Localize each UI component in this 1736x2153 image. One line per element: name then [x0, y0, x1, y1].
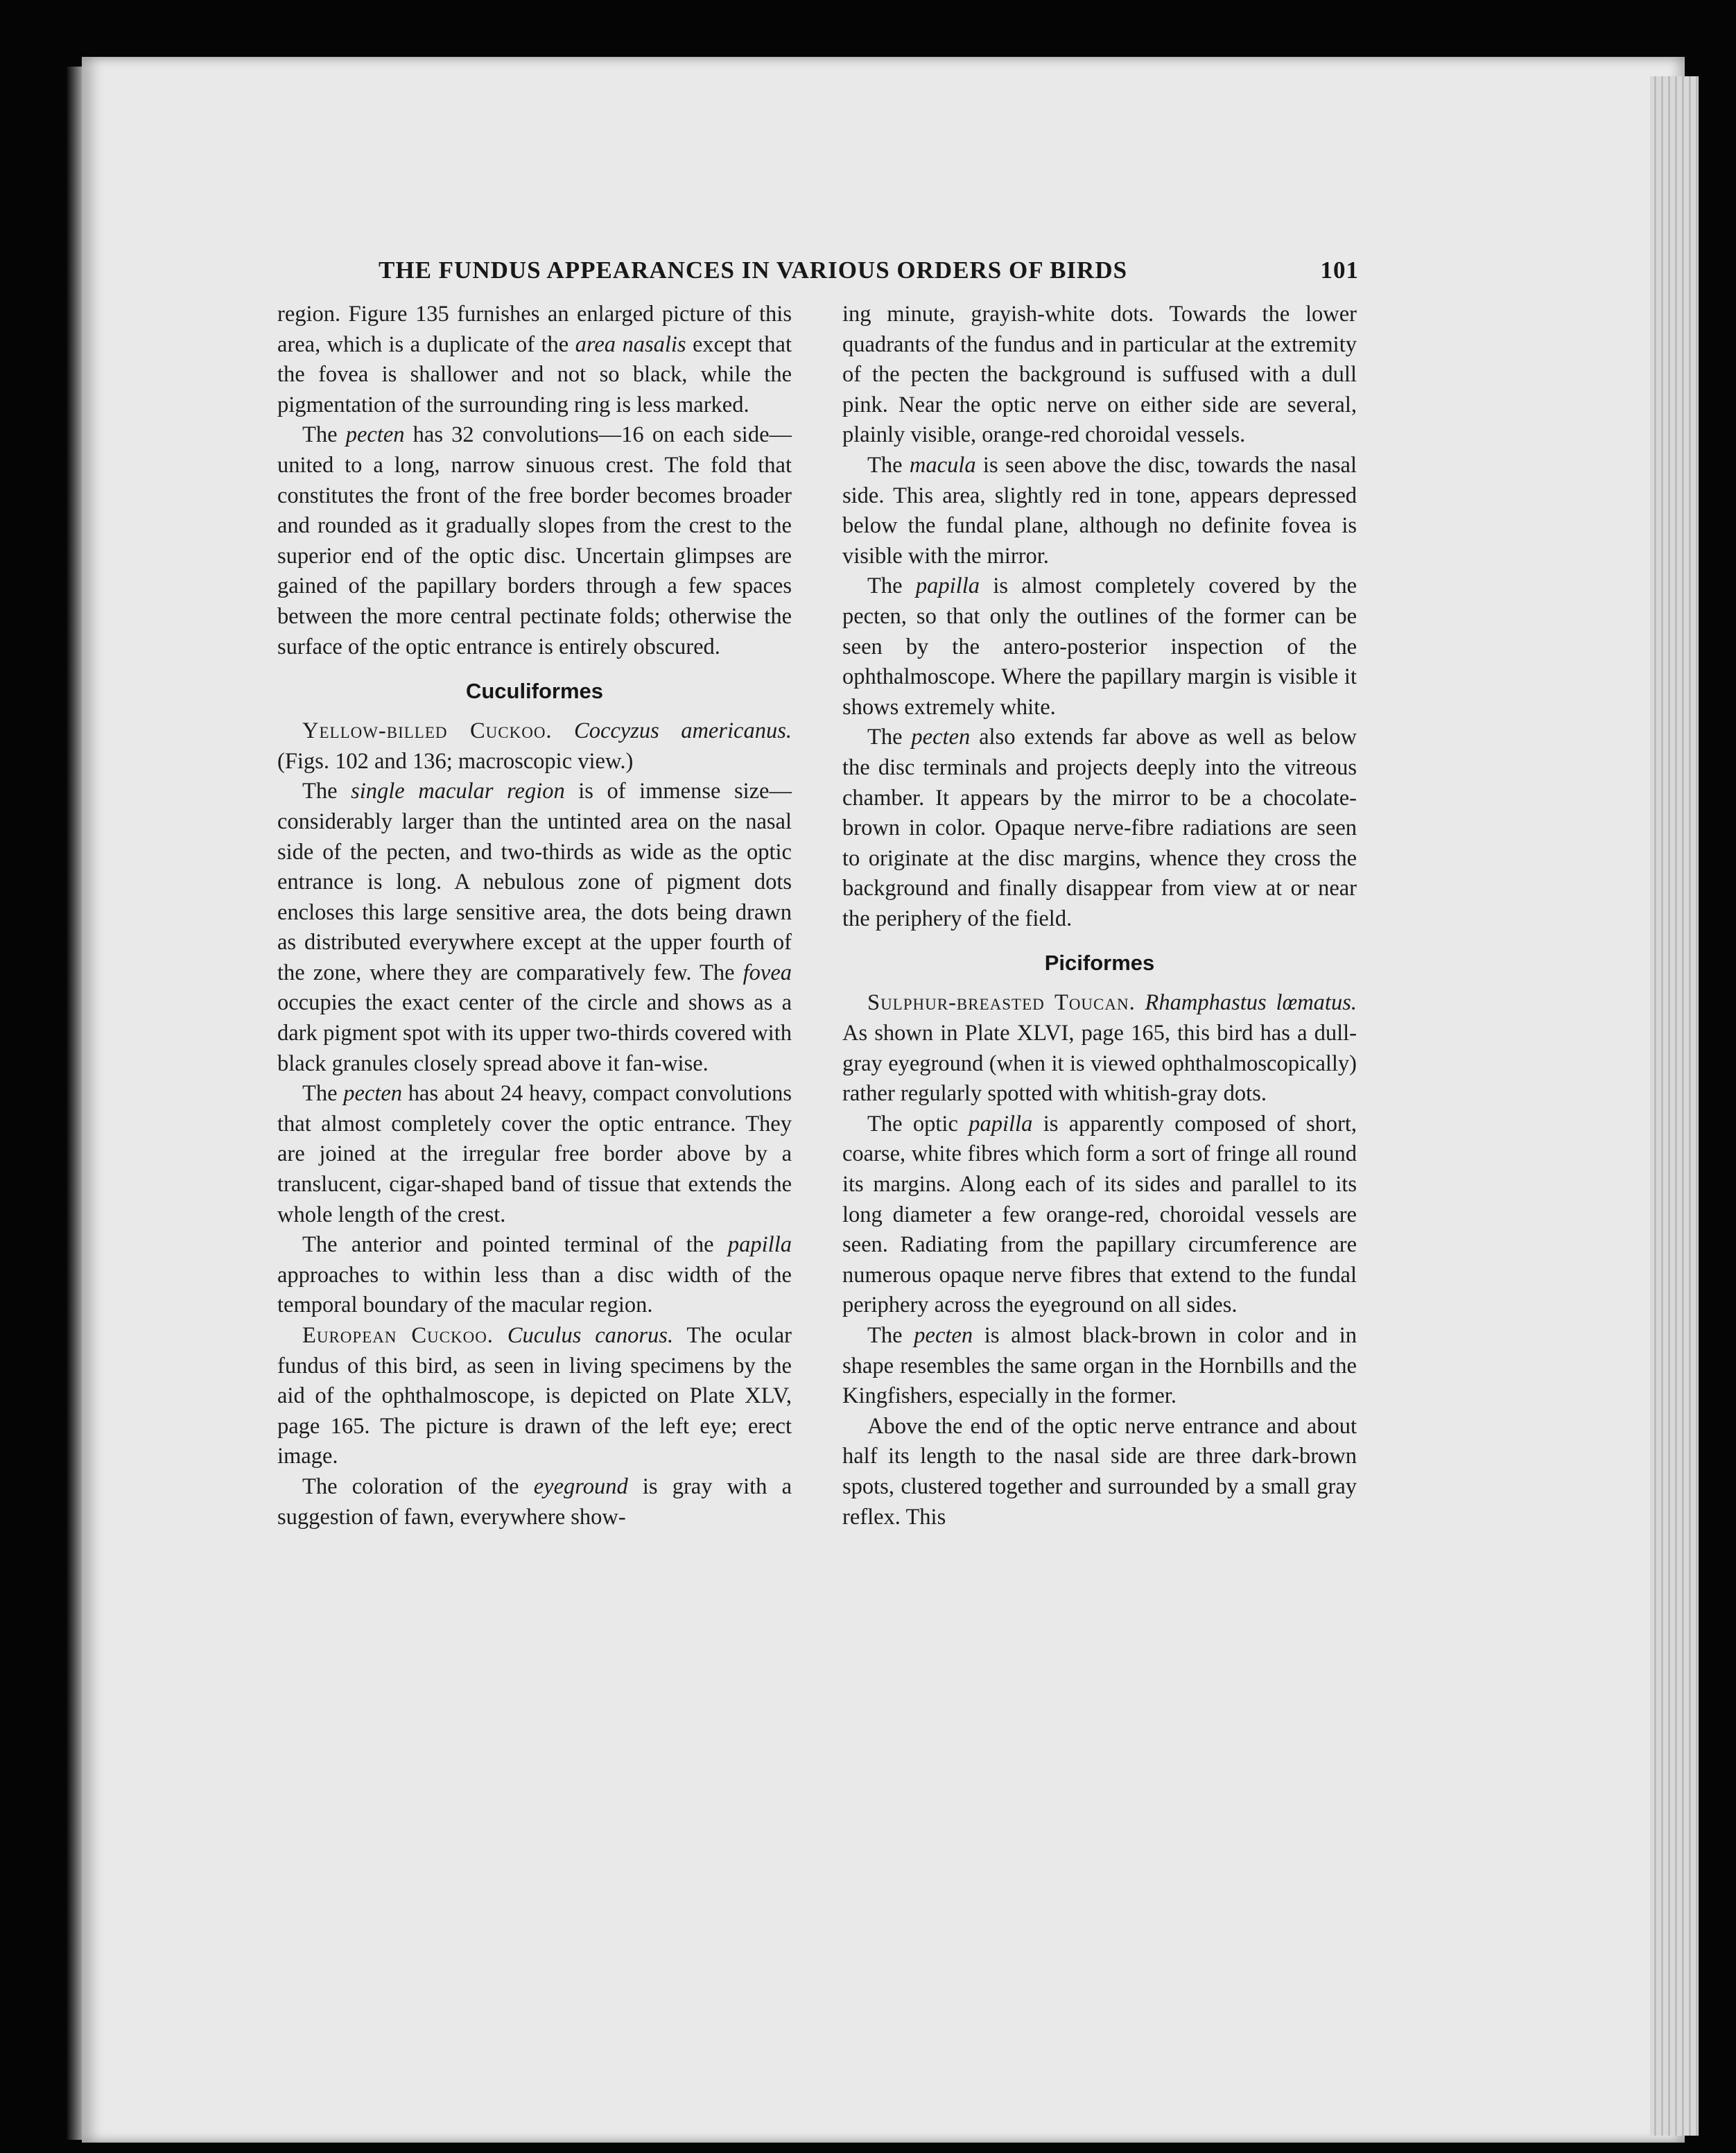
right-column — [842, 300, 1357, 1532]
paragraph: Yellow-billed Cuckoo. Coccyzus americanus. (Figs. 102 and 136; macroscopic view.) — [277, 718, 792, 774]
paragraph: The pecten has 32 convolutions—16 on each side—united to a long, narrow sinuous crest. The fold that constitutes the front of the free border becomes broader and rounded as it gradually slopes from the crest to the superior end of the optic disc. Uncertain glimpses are gained of the papillary borders through a few spaces between the more central pectinate folds; otherwise the surface of the optic entrance is entirely obscured. — [277, 422, 792, 659]
paragraph: ing minute, grayish-white dots. Towards the lower quadrants of the fundus and in particular at the extremity of the pecten the background is suffused with a dull pink. Near the optic nerve on either side are several, plainly visible, orange-red choroidal vessels. — [842, 302, 1357, 448]
running-head-title: THE FUNDUS APPEARANCES IN VARIOUS ORDERS OF BIRDS — [379, 257, 1128, 284]
paragraph: The anterior and pointed terminal of the papilla approaches to within less than a disc width of the temporal boundary of the macular region. — [277, 1232, 792, 1318]
running-head — [379, 257, 1359, 284]
paragraph: Sulphur-breasted Toucan. Rhamphastus lœmatus. As shown in Plate XLVI, page 165, this bird has a dull-gray eyeground (when it is viewed ophthalmoscopically) rather regularly spotted with whitish-gray dots. — [842, 990, 1357, 1107]
paragraph: The pecten is almost black-brown in color and in shape resembles the same organ in the Hornbills and the Kingfishers, especially in the former. — [842, 1323, 1357, 1409]
paragraph: The papilla is almost completely covered by the pecten, so that only the outlines of the former can be seen by the antero-posterior inspection of the ophthalmoscope. Where the papillary margin is visible it shows extremely white. — [842, 573, 1357, 720]
paragraph: The single macular region is of immense size—considerably larger than the untinted area on the nasal side of the pecten, and two-thirds as wide as the optic entrance is long. A nebulous zone of pigment dots encloses this large sensitive area, the dots being drawn as distributed everywhere except at the upper fourth of the zone, where they are comparatively few. The fovea occupies the exact center of the circle and shows as a dark pigment spot with its upper two-thirds covered with black granules closely spread above it fan-wise. — [277, 779, 792, 1076]
paragraph: European Cuckoo. Cuculus canorus. The ocular fundus of this bird, as seen in living specimens by the aid of the ophthalmoscope, is depicted on Plate XLV, page 165. The picture is drawn of the left eye; erect image. — [277, 1323, 792, 1469]
paragraph: The pecten has about 24 heavy, compact convolutions that almost completely cover the optic entrance. They are joined at the irregular free border above by a translucent, cigar-shaped band of tissue that extends the whole length of the crest. — [277, 1081, 792, 1227]
paragraph: The optic papilla is apparently composed of short, coarse, white fibres which form a sort of fringe all round its margins. Along each of its sides and parallel to its long diameter a few orange-red, choroidal vessels are seen. Radiating from the papillary circumference are numerous opaque nerve fibres that extend to the fundal periphery across the eyeground on all sides. — [842, 1111, 1357, 1318]
paragraph: region. Figure 135 furnishes an enlarged picture of this area, which is a duplicate of the area nasalis except that the fovea is shallower and not so black, while the pigmentation of the surrounding ring is less marked. — [277, 302, 792, 417]
section-heading-cuculiformes: Cuculiformes — [465, 679, 604, 704]
section-heading-piciformes: Piciformes — [1044, 951, 1155, 976]
left-column — [277, 300, 792, 1532]
page-number: 101 — [1320, 257, 1359, 284]
paragraph: Above the end of the optic nerve entrance and about half its length to the nasal side are three dark-brown spots, clustered together and surrounded by a small gray reflex. This — [842, 1413, 1357, 1530]
paragraph: The macula is seen above the disc, towards the nasal side. This area, slightly red in tone, appears depressed below the fundal plane, although no definite fovea is visible with the mirror. — [842, 452, 1357, 569]
page-stack-edge — [1650, 76, 1699, 2136]
paragraph: The coloration of the eyeground is gray with a suggestion of fawn, everywhere show- — [277, 1473, 792, 1530]
paragraph: The pecten also extends far above as well as below the disc terminals and projects deeply into the vitreous chamber. It appears by the mirror to be a chocolate-brown in color. Opaque nerve-fibre radiations are seen to originate at the disc margins, whence they cross the background and finally disappear from view at or near the periphery of the field. — [842, 725, 1357, 931]
